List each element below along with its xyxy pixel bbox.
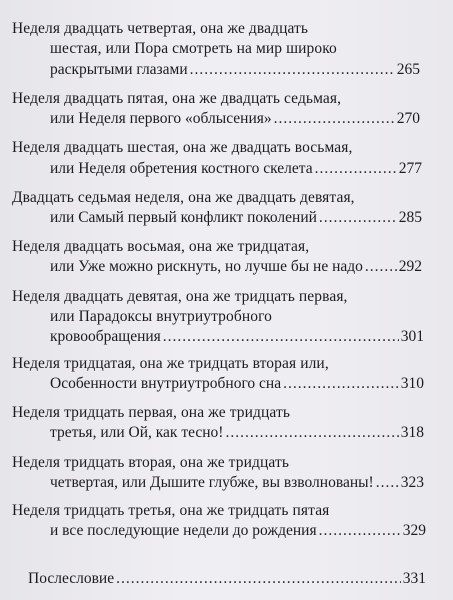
toc-entry-title-end: Послесловие	[28, 570, 115, 587]
dot-leader	[365, 258, 397, 276]
page-number: 310	[400, 375, 424, 392]
toc-entry-line: Неделя двадцать шестая, она же двадцать восьмая,	[12, 139, 353, 156]
toc-entry-line: Неделя тридцать первая, она же тридцать	[12, 404, 291, 421]
toc-entry-last-line	[50, 110, 420, 128]
toc-entry-last-line	[50, 474, 424, 492]
toc-entry-line: Неделя двадцать четвертая, она же двадцать	[12, 20, 309, 37]
toc-entry-last-line	[28, 570, 426, 588]
dot-leader	[283, 375, 399, 393]
toc-entry-title-end: или Неделя первого «облысения»	[50, 110, 272, 127]
toc-entry-last-line	[50, 375, 424, 393]
dot-leader	[116, 570, 401, 588]
toc-entry-line: Неделя тридцать вторая, она же тридцать	[12, 454, 289, 471]
toc-entry-last-line	[50, 424, 424, 442]
dot-leader	[319, 209, 397, 227]
toc-entry-line: или Парадоксы внутриутробного	[50, 308, 272, 325]
dot-leader	[319, 522, 401, 540]
toc-entry-title-end: Особенности внутриутробного сна	[50, 375, 282, 392]
page-number: 301	[400, 328, 424, 345]
dot-leader	[163, 328, 399, 346]
toc-entry-title-end: или Неделя обретения костного скелета	[50, 160, 313, 177]
page-number: 318	[400, 424, 424, 441]
toc-entry-last-line	[50, 258, 422, 276]
toc-entry-title-end: или Самый первый конфликт поколений	[50, 209, 317, 226]
toc-entry-title-end: третья, или Ой, как тесно!	[50, 424, 224, 441]
toc-entry-line: шестая, или Пора смотреть на мир широко	[50, 40, 337, 57]
page-number: 270	[396, 110, 420, 127]
toc-entry-last-line	[50, 160, 422, 178]
page-number: 323	[400, 474, 424, 491]
page-number: 265	[396, 61, 420, 78]
dot-leader	[274, 110, 395, 128]
page-number: 292	[398, 258, 422, 275]
toc-entry-line: Неделя тридцатая, она же тридцать вторая или,	[12, 355, 329, 372]
dot-leader	[315, 160, 397, 178]
toc-entry-line: Неделя двадцать восьмая, она же тридцатая,	[12, 238, 310, 255]
page-number: 331	[402, 570, 426, 587]
page-number: 329	[402, 522, 426, 539]
page-number: 277	[398, 160, 422, 177]
toc-entry-title-end: четвертая, или Дышите глубже, вы взволнованы!	[50, 474, 374, 491]
toc-entry-last-line	[50, 61, 420, 79]
toc-entry-line: Неделя двадцать пятая, она же двадцать седьмая,	[12, 90, 342, 107]
toc-entry-title-end: раскрытыми глазами	[50, 61, 188, 78]
toc-entry-last-line	[50, 328, 424, 346]
dot-leader	[190, 61, 395, 79]
toc-entry-title-end: кровообращения	[50, 328, 161, 345]
toc-entry-title-end: или Уже можно рискнуть, но лучше бы не надо	[50, 258, 363, 275]
toc-entry-line: Неделя двадцать девятая, она же тридцать первая,	[12, 288, 348, 305]
toc-entry-line: Неделя тридцать третья, она же тридцать пятая	[12, 502, 330, 519]
dot-leader	[225, 424, 398, 442]
page-number: 285	[398, 209, 422, 226]
toc-entry-title-end: и все последующие недели до рождения	[50, 522, 317, 539]
toc-entry-last-line	[50, 522, 426, 540]
toc-entry-line: Двадцать седьмая неделя, она же двадцать девятая,	[12, 189, 355, 206]
toc-entry-last-line	[50, 209, 422, 227]
dot-leader	[376, 474, 399, 492]
